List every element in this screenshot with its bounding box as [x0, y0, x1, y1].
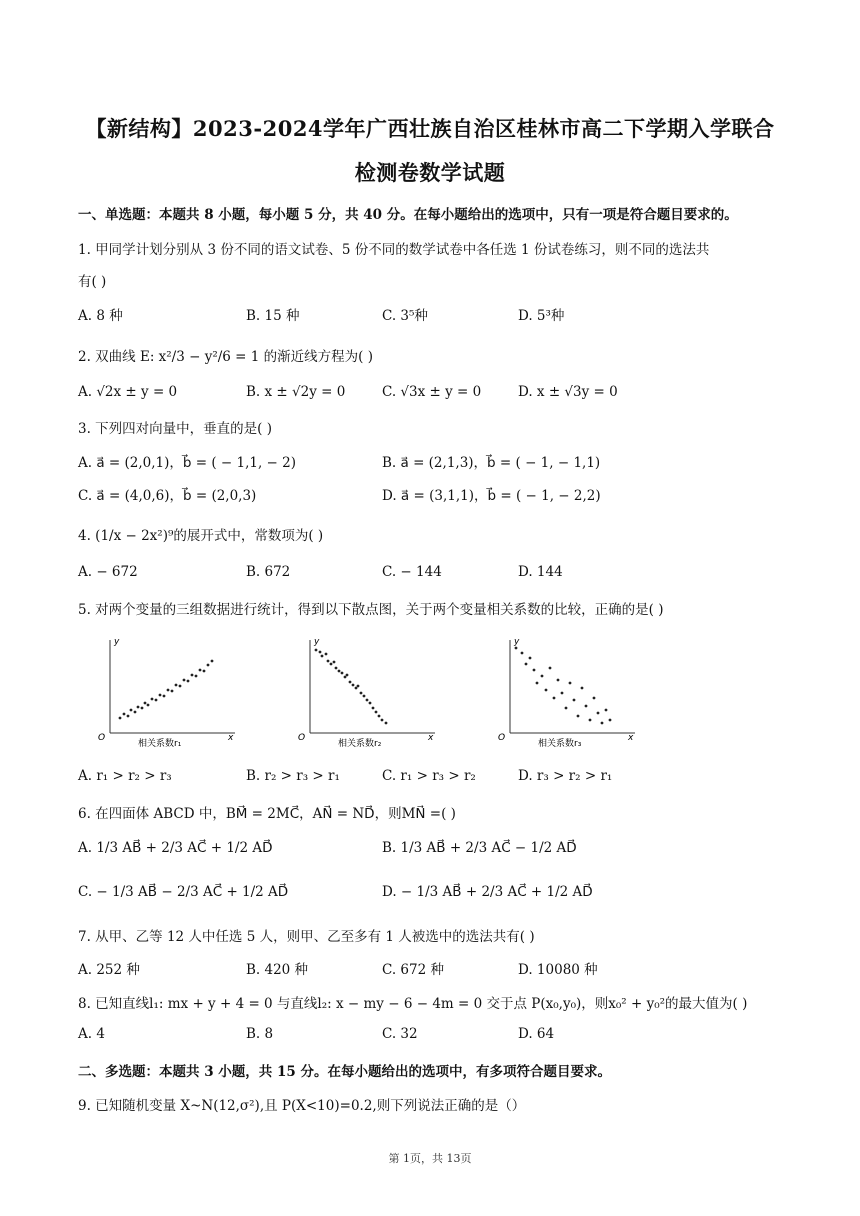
plot2-point [341, 672, 344, 675]
plot1-caption: 相关系数r₁ [138, 739, 182, 749]
question-2-stem: 2. 双曲线 E: x²/3 − y²/6 = 1 的渐近线方程为( ) [78, 349, 373, 365]
plot3-point [597, 712, 600, 715]
plot1-point [203, 670, 206, 673]
question-4-option-b: B. 672 [246, 564, 291, 580]
question-4-stem: 4. (1/x − 2x²)⁹的展开式中，常数项为( ) [78, 528, 324, 544]
question-6-option-b: B. 1/3 AB⃗ + 2/3 AC⃗ − 1/2 AD⃗ [382, 840, 577, 856]
plot3-point [585, 705, 588, 708]
question-7-option-d: D. 10080 种 [518, 962, 598, 978]
plot3-point [593, 697, 596, 700]
plot1-point [141, 707, 144, 710]
plot1-x-label: x [228, 733, 234, 743]
plot3-point [525, 663, 528, 666]
plot3-point [536, 682, 539, 685]
plot2-point [381, 719, 384, 722]
question-6-option-d: D. − 1/3 AB⃗ + 2/3 AC⃗ + 1/2 AD⃗ [382, 884, 593, 900]
question-7-option-a: A. 252 种 [78, 962, 140, 978]
question-7-option-c: C. 672 种 [382, 962, 444, 978]
question-1-option-c: C. 3⁵种 [382, 308, 428, 324]
question-5-option-d: D. r₃ > r₂ > r₁ [518, 768, 613, 784]
question-6-stem: 6. 在四面体 ABCD 中，BM⃗ = 2MC⃗，AN⃗ = ND⃗，则MN⃗ =( ) [78, 806, 456, 822]
plot1-point [151, 698, 154, 701]
plot1-point [155, 699, 158, 702]
plot1-y-label: y [114, 637, 120, 647]
plot2-point [385, 722, 388, 725]
question-1-stem-cont: 有( ) [78, 274, 107, 290]
plot2-point [325, 653, 328, 656]
plot1-point [144, 702, 147, 705]
plot3-x-label: x [628, 733, 634, 743]
question-2-option-c: C. √3x ± y = 0 [382, 384, 482, 400]
plot2-point [321, 655, 324, 658]
question-7-stem: 7. 从甲、乙等 12 人中任选 5 人，则甲、乙至多有 1 人被选中的选法共有( ) [78, 929, 535, 945]
plot1-point [191, 674, 194, 677]
plot2-point [330, 663, 333, 666]
question-9-stem: 9. 已知随机变量 X~N(12,σ²),且 P(X<10)=0.2,则下列说法正确的是（） [78, 1098, 526, 1114]
question-4-option-c: C. − 144 [382, 564, 442, 580]
plot3-point [577, 715, 580, 718]
plot1-point [119, 717, 122, 720]
plot3-point [533, 669, 536, 672]
section-multiple-choice-header: 二、多选题：本题共 3 小题，共 15 分。在每小题给出的选项中，有多项符合题目要求。 [78, 1064, 611, 1080]
plot1-point [137, 706, 140, 709]
question-3-option-c: C. a⃗ = (4,0,6)，b⃗ = (2,0,3) [78, 488, 257, 504]
plot2-point [355, 687, 358, 690]
question-2-option-a: A. √2x ± y = 0 [78, 384, 178, 400]
plot1-origin-label: O [98, 733, 106, 743]
plot3-point [545, 689, 548, 692]
plot1-point [183, 679, 186, 682]
plot2-point [360, 692, 363, 695]
plot2-point [338, 670, 341, 673]
plot2-point [315, 649, 318, 652]
plot2-point [333, 661, 336, 664]
question-6-option-c: C. − 1/3 AB⃗ − 2/3 AC⃗ + 1/2 AD⃗ [78, 884, 289, 900]
scatter-plot-2 [298, 637, 435, 749]
scatter-plot-3 [498, 637, 635, 749]
question-5-option-a: A. r₁ > r₂ > r₃ [78, 768, 172, 784]
plot3-origin-label: O [498, 733, 506, 743]
question-4-option-d: D. 144 [518, 564, 563, 580]
plot1-point [187, 680, 190, 683]
question-1-option-d: D. 5³种 [518, 308, 565, 324]
plot1-point [134, 711, 137, 714]
page-footer: 第 1页，共 13页 [388, 1152, 472, 1165]
plot2-point [319, 651, 322, 654]
plot3-point [581, 687, 584, 690]
plot2-point [363, 695, 366, 698]
plot1-point [130, 709, 133, 712]
plot2-point [327, 660, 330, 663]
plot3-point [521, 652, 524, 655]
exam-title-line2: 检测卷数学试题 [354, 160, 506, 185]
plot3-point [529, 657, 532, 660]
question-5-option-c: C. r₁ > r₃ > r₂ [382, 768, 476, 784]
question-8-stem: 8. 已知直线l₁: mx + y + 4 = 0 与直线l₂: x − my − 6 − 4m = 0 交于点 P(x₀,y₀)，则x₀² + y₀²的最大值为( ) [78, 996, 748, 1012]
plot3-point [605, 709, 608, 712]
plot1-point [171, 690, 174, 693]
scatter-plots-figure [90, 628, 690, 758]
plot1-point [159, 694, 162, 697]
scatter-plot-1 [98, 637, 235, 749]
question-2-option-d: D. x ± √3y = 0 [518, 384, 618, 400]
question-5-option-b: B. r₂ > r₃ > r₁ [246, 768, 340, 784]
plot1-point [123, 713, 126, 716]
question-2-option-b: B. x ± √2y = 0 [246, 384, 346, 400]
question-4-option-a: A. − 672 [78, 564, 138, 580]
plot2-point [378, 715, 381, 718]
plot1-point [211, 660, 214, 663]
plot3-points [515, 647, 612, 725]
question-8-option-c: C. 32 [382, 1026, 418, 1042]
plot2-point [344, 676, 347, 679]
plot2-point [346, 674, 349, 677]
plot2-point [349, 681, 352, 684]
exam-title-line1: 【新结构】2023-2024学年广西壮族自治区桂林市高二下学期入学联合 [85, 116, 775, 141]
question-7-option-b: B. 420 种 [246, 962, 309, 978]
question-5-stem: 5. 对两个变量的三组数据进行统计，得到以下散点图，关于两个变量相关系数的比较，正确的是( ) [78, 602, 664, 618]
plot1-point [147, 704, 150, 707]
plot3-point [553, 697, 556, 700]
question-6-option-a: A. 1/3 AB⃗ + 2/3 AC⃗ + 1/2 AD⃗ [78, 840, 273, 856]
question-1-option-b: B. 15 种 [246, 308, 300, 324]
plot1-point [167, 689, 170, 692]
plot3-point [609, 719, 612, 722]
question-3-option-a: A. a⃗ = (2,0,1)，b⃗ = ( − 1,1, − 2) [78, 455, 297, 471]
plot1-point [163, 695, 166, 698]
plot3-point [557, 679, 560, 682]
plot1-point [195, 675, 198, 678]
plot1-point [127, 715, 130, 718]
plot2-x-label: x [428, 733, 434, 743]
plot3-point [601, 722, 604, 725]
question-1-stem: 1. 甲同学计划分别从 3 份不同的语文试卷、5 份不同的数学试卷中各任选 1 份试卷练习，则不同的选法共 [78, 242, 710, 258]
question-1-option-a: A. 8 种 [78, 308, 123, 324]
plot2-point [357, 685, 360, 688]
plot2-point [366, 699, 369, 702]
plot2-point [375, 711, 378, 714]
question-3-stem: 3. 下列四对向量中，垂直的是( ) [78, 421, 272, 437]
plot3-point [515, 647, 518, 650]
question-8-option-b: B. 8 [246, 1026, 274, 1042]
plot3-point [549, 667, 552, 670]
plot1-points [119, 660, 214, 720]
plot1-point [175, 684, 178, 687]
plot2-point [352, 684, 355, 687]
plot1-point [199, 669, 202, 672]
plot2-point [335, 667, 338, 670]
question-3-option-b: B. a⃗ = (2,1,3)，b⃗ = ( − 1, − 1,1) [382, 455, 601, 471]
plot3-point [541, 675, 544, 678]
plot3-point [565, 707, 568, 710]
plot3-point [561, 692, 564, 695]
plot2-points [315, 649, 388, 725]
plot3-caption: 相关系数r₃ [538, 739, 582, 749]
plot3-y-label: y [514, 637, 520, 647]
plot2-point [369, 702, 372, 705]
question-3-option-d: D. a⃗ = (3,1,1)，b⃗ = ( − 1, − 2,2) [382, 488, 601, 504]
plot2-caption: 相关系数r₂ [338, 739, 382, 749]
plot3-point [573, 699, 576, 702]
plot2-y-label: y [314, 637, 320, 647]
plot3-point [569, 682, 572, 685]
section-single-choice-header: 一、单选题：本题共 8 小题，每小题 5 分，共 40 分。在每小题给出的选项中，只有一项是符合题目要求的。 [78, 207, 738, 223]
plot2-point [372, 707, 375, 710]
plot2-origin-label: O [298, 733, 306, 743]
question-8-option-d: D. 64 [518, 1026, 555, 1042]
plot1-point [179, 685, 182, 688]
plot1-point [207, 664, 210, 667]
question-8-option-a: A. 4 [78, 1026, 105, 1042]
plot3-point [589, 719, 592, 722]
